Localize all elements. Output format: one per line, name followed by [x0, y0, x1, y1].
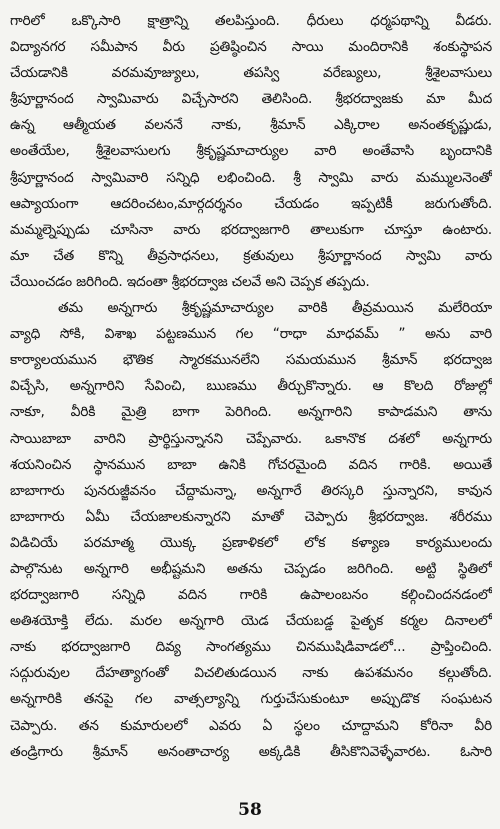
text-line: నాకూ, వీరికి మైత్రి బాగా పెరిగింది. అన్నగారిని కాపాడమని తాను — [10, 404, 492, 421]
page-number: 58 — [238, 800, 262, 820]
text-line: వ్యాధి సోకి, విశాఖ పట్టణమున గల “రాధా మాధవమ్ ” అను వారి — [10, 326, 492, 343]
text-line: చెప్పారు. తన కుమారులలో ఎవరు ఏ స్థలం చూద్దామని కోరినా వీరి — [10, 717, 492, 734]
text-line: అతిశయోక్తి లేదు. మరల అన్నగారి యెడ చేయబడ్డ పైతృక కర్మల దినాలలో — [10, 613, 492, 630]
text-line: బాబాగారు పునరుజ్జీవనం చేద్దామన్నా, అన్నగారే తిరస్కరి స్తున్నారని, కావున — [10, 482, 492, 499]
text-line: ఆప్యాయంగా ఆదరించటం,మార్గదర్శనం చేయడం ఇప్పటికీ జరుగుతోంది. — [10, 195, 492, 212]
text-line: తండ్రిగారు శ్రీమాన్ అనంతాచార్య అక్కడికి తీసికొనివెళ్ళేవారట. ఓసారి — [10, 743, 492, 760]
paragraph-end-line: చేయించడం జరిగింది. ఇదంతా శ్రీభరద్వాజ చలవే అని చెప్పక తప్పదు. — [10, 273, 370, 290]
body-text — [10, 8, 492, 765]
text-line: బాబాగారు ఏమీ చేయజాలకున్నారని మాతో చెప్పారు శ్రీభరద్వాజ. శరీరము — [10, 508, 492, 525]
text-line: విడిచియే పరమాత్మ యొక్క ప్రణాళికలో లోక కళ్యాణ కార్యములందు — [10, 534, 492, 551]
text-line: శయనించిన స్థానమున బాబా ఉనికి గోచరమైంది వదిన గారికి. అయితే — [10, 456, 492, 473]
text-line: మా చేత కొన్ని తీవ్రసాధనలు, క్రతువులు శ్రీపూర్ణానంద స్వామి వారు — [10, 247, 492, 264]
text-line: గారిలో ఒక్కొసారి క్షాత్రాన్ని తలపిస్తుంది. ధీరులు ధర్మపథాన్ని వీడరు. — [10, 13, 492, 29]
text-line: విద్యానగర సమీపాన వీరు ప్రతిష్ఠించిన సాయి మందిరానికి శంకుస్థాపన — [10, 39, 492, 56]
text-line: నాకు భరద్వాజగారి దివ్య సాంగత్యము చినముషిడివాడలో... ప్రాప్తించింది. — [10, 639, 492, 656]
text-line: చేయడానికి వరమవూజ్యులు, తపస్వి వరేణ్యులు, శ్రీశైలవాసులు — [10, 65, 492, 82]
text-line: ఉన్న ఆత్మీయత వలననే నాకు, శ్రీమాన్ ఎక్కిరాల అనంతకృష్ణుడు, — [10, 117, 492, 134]
text-line: విచ్చేసి, అన్నగారిని సేవించి, ఋణము తీర్చుకొన్నారు. ఆ కొలది రోజుల్లో — [10, 378, 492, 395]
text-line: మమ్మల్నెప్పుడు చూసినా వారు భరద్వాజగారి తాలుకుగా చూస్తూ ఉంటారు. — [10, 221, 492, 238]
text-line: శ్రీపూర్ణానంద స్వామివారి సన్నిధి లభించింది. శ్రీ స్వామి వారు మమ్ములనెంతో — [10, 169, 492, 186]
text-line: పాల్గొనుట అన్నగారి అభీష్టమని అతను చెప్పడం జరిగింది. అట్టి స్థితిలో — [10, 560, 492, 577]
text-line: సాయిబాబా వారిని ప్రార్థిస్తున్నానని చెప్పేవారు. ఒకానొక దశలో అన్నగారు — [10, 430, 492, 447]
text-line: అంతేయేల, శ్రీశైలవాసులగు శ్రీకృష్ణమాచార్యుల వారి అంతేవాసి బృందానికి — [10, 143, 492, 160]
paragraph-start-line: తమ అన్నగారు శ్రీకృష్ణమాచార్యుల వారికి తీవ్రమయిన మలేరియా — [58, 300, 492, 317]
text-line: సద్గురువుల దేహత్యాగంతో విచలితుడయిన నాకు ఉపశమనం కల్గుతోంది. — [10, 665, 492, 682]
text-line: శ్రీపూర్ణానంద స్వామివారు విచ్చేసారని తెలిసింది. శ్రీభరద్వాజకు మా మీద — [10, 91, 492, 108]
text-line: భరద్వాజగారి సన్నిధి వదిన గారికి ఉపాలంబనం కల్గించిందనడంలో — [10, 587, 492, 604]
text-line: కార్యాలయమున భౌతిక స్మారకమునలేని సమయమున శ్రీమాన్ భరద్వాజ — [10, 352, 492, 369]
text-line: అన్నగారికి తనపై గల వాత్సల్యాన్ని గుర్తుచేసుకుంటూ అప్పుడొక సంఘటన — [10, 691, 492, 708]
